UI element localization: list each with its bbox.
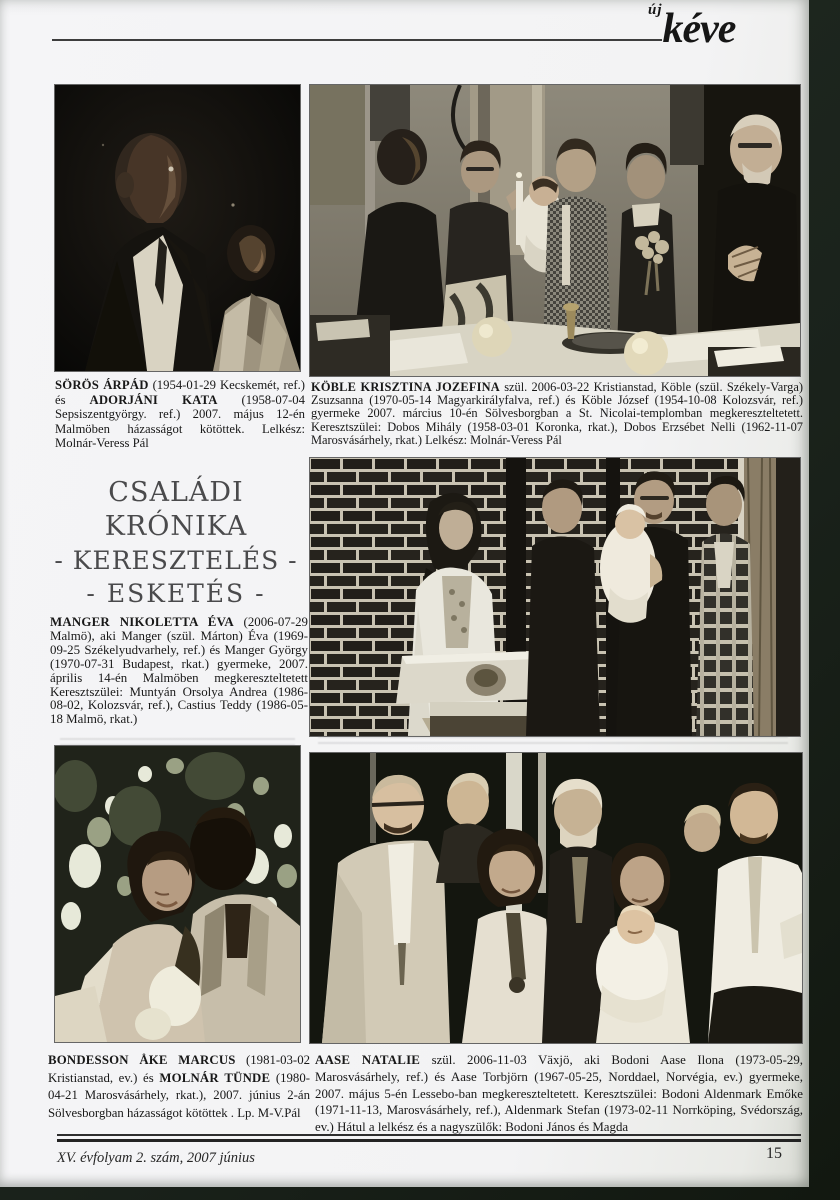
name-adorjani: ADORJÁNI KATA bbox=[89, 392, 218, 407]
name-manger: MANGER NIKOLETTA ÉVA bbox=[50, 615, 234, 629]
section-heading-csaladi-kronika bbox=[48, 476, 304, 610]
name-bondesson: BONDESSON ÅKE MARCUS bbox=[48, 1053, 236, 1067]
footer-rule-thick bbox=[57, 1139, 801, 1142]
ink-bleedthrough bbox=[60, 738, 295, 746]
name-aase: AASE NATALIE bbox=[315, 1053, 421, 1067]
photo-wedding-soros-adorjani bbox=[55, 85, 300, 371]
caption-koble bbox=[311, 381, 803, 447]
footer-page-number: 15 bbox=[766, 1145, 782, 1162]
name-koble: KÖBLE KRISZTINA JOZEFINA bbox=[311, 380, 500, 394]
caption-aase bbox=[315, 1052, 803, 1136]
photo-baptism-aase-group bbox=[310, 753, 802, 1043]
name-molnar: MOLNÁR TÜNDE bbox=[159, 1070, 271, 1085]
logo-keve-text: kéve bbox=[662, 6, 736, 52]
heading-keresztes: - KERESZTELÉS - bbox=[54, 546, 298, 575]
heading-csaladi-kronika: CSALÁDI KRÓNIKA bbox=[104, 477, 248, 542]
masthead-rule bbox=[52, 39, 662, 41]
logo-uj-text: új bbox=[648, 2, 663, 18]
caption-text: szül. 2006-11-03 Växjö, aki Bodoni Aase Ilona (1973-05-29, Marosvásárhely, ref.) és Aase Torbjörn (1967-05-25, Norddael, Norvégia, ev.) gyermeke, 2007. május 5-én Lessebo-ban megkereszteltetett. Keresztszülei: Bodoni Aldenmark Emőke (1971-11-13, Marosvásárhely, ref.), Aldenmark Stefan (1973-02-11 Norrköping, Svédország, ev.) Hátul a lelkész és a nagyszülők: Bodoni János és Magda bbox=[315, 1053, 803, 1135]
caption-soros-adorjani bbox=[55, 378, 305, 451]
caption-manger bbox=[50, 616, 308, 727]
caption-text: (1954-01-29 Kecskemét, ref.) és bbox=[55, 378, 305, 407]
ink-bleedthrough bbox=[318, 736, 788, 748]
photo-wedding-bondesson-molnar bbox=[55, 746, 300, 1042]
caption-text: (1958-07-04 Sepsiszentgyörgy. ref.) 2007. május 12-én Malmöben házasságot kötöttek. Lelkész: Molnár-Veress Pál bbox=[55, 392, 305, 451]
heading-esketes: - ESKETÉS - bbox=[86, 579, 266, 608]
caption-text: (1981-03-02 Kristianstad, ev.) és bbox=[48, 1053, 310, 1085]
caption-bondesson-molnar bbox=[48, 1052, 310, 1122]
footer-issue-info: XV. évfolyam 2. szám, 2007 június bbox=[57, 1150, 255, 1166]
caption-text: szül. 2006-03-22 Kristianstad, Köble (szül. Székely-Varga) Zsuzsanna (1970-05-14 Magyarkirályfalva, ref.) és Köble József (1954-10-08 Kolozsvár, ref.) gyermeke 2007. március 10-én Sölvesborgban a St. Nicolai-templomban megkereszteltetett. Keresztszülei: Dobos Mihály (1958-03-01 Koronka, rkat.), Dobos Erzsébet Nelli (1962-11-07 Marosvásárhely, rkat.) Lelkész: Molnár-Veress Pál bbox=[311, 380, 803, 447]
name-soros: SÖRÖS ÁRPÁD bbox=[55, 378, 149, 392]
caption-text: (1980-04-21 Marosvásárhely, rkat.), 2007. június 2-án Sölvesborgban házasságot kötöttek . Lp. M-V.Pál bbox=[48, 1070, 310, 1120]
photo-baptism-manger-brickwall bbox=[310, 458, 800, 736]
footer-rule-thin bbox=[57, 1134, 801, 1136]
photo-baptism-koble-church bbox=[310, 85, 800, 376]
magazine-logo bbox=[648, 2, 808, 60]
caption-text: (2006-07-29 Malmö), aki Manger (szül. Márton) Éva (1969-09-25 Székelyudvarhely, ref.) és Manger György (1970-07-31 Budapest, rkat.) gyermeke, 2007. április 14-én Malmöben megkereszteltetett Keresztszülei: Muntyán Orsolya Andrea (1986-08-02, Kolozsvár, ref.), Castius Teddy (1986-05-18 Malmö, rkat.) bbox=[50, 615, 308, 727]
